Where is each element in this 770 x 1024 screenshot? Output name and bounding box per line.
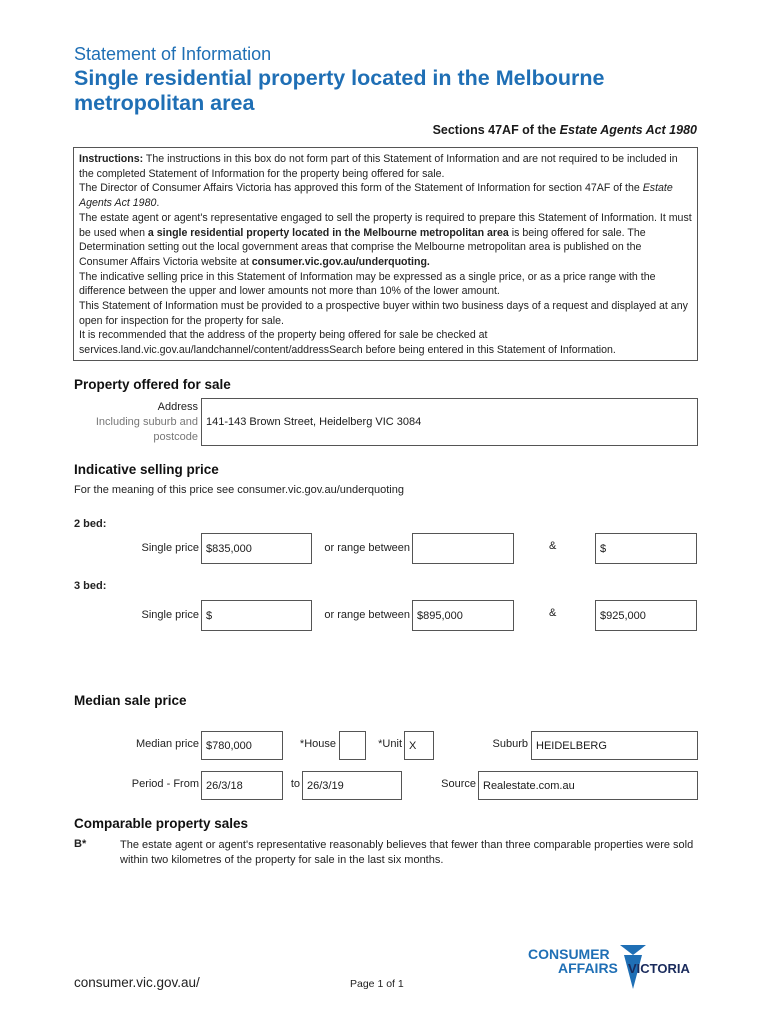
consumer-affairs-victoria-logo — [528, 943, 708, 993]
suburb-label: Suburb — [492, 738, 528, 750]
instructions-label: Instructions: — [79, 153, 144, 165]
address-label-2: Including suburb and — [95, 416, 198, 428]
sections-reference — [433, 123, 697, 137]
instructions-p3c: is being offered for sale. The Determination setting out the local government areas that comprise the Melbourne metropolitan area is published on the Consumer Affairs Victoria website at — [79, 226, 646, 268]
page-number: Page 1 of 1 — [350, 978, 404, 990]
instructions-p3d: consumer.vic.gov.au/underquoting. — [251, 255, 430, 268]
period-to-label: to — [290, 778, 300, 790]
bed2-label: 2 bed: — [74, 518, 107, 530]
bed2-single-field[interactable] — [201, 533, 312, 564]
bed3-amp: & — [549, 607, 557, 619]
bed2-range-high-field[interactable] — [595, 533, 697, 564]
unit-field[interactable] — [404, 731, 434, 760]
instructions-p3a: The estate agent or agent's representative engaged to sell the property is required to prepare this Statement of Information. It must be used when — [79, 211, 692, 239]
property-heading: Property offered for sale — [74, 377, 231, 392]
logo-line3: VICTORIA — [628, 961, 690, 976]
address-field[interactable] — [201, 398, 698, 446]
unit-label: *Unit — [378, 738, 402, 750]
instructions-p6: It is recommended that the address of the property being offered for sale be checked at services.land.vic.gov.au/landchannel/content/addressSearch before being entered in this Statement of Information. — [79, 329, 616, 357]
bed2-range-low-field[interactable] — [412, 533, 514, 564]
bed3-single-field[interactable] — [201, 600, 312, 631]
period-to-value: 26/3/19 — [307, 779, 344, 792]
sections-act: Estate Agents Act 1980 — [559, 123, 697, 137]
period-to-field[interactable] — [302, 771, 402, 800]
suburb-value: HEIDELBERG — [536, 739, 607, 752]
source-value: Realestate.com.au — [483, 779, 575, 792]
bed3-range-high-value: $925,000 — [600, 609, 646, 622]
bed3-range-high-field[interactable] — [595, 600, 697, 631]
instructions-box — [73, 147, 698, 361]
comparable-heading: Comparable property sales — [74, 816, 249, 831]
address-label-3: postcode — [153, 431, 198, 443]
address-label — [80, 400, 198, 445]
sections-prefix: Sections 47AF of the — [432, 123, 560, 137]
unit-value: X — [409, 739, 417, 752]
page-title: Single residential property located in the Melbourne metropolitan area — [74, 66, 605, 115]
logo-line2: AFFAIRS — [558, 960, 618, 976]
instructions-p2a: The Director of Consumer Affairs Victoria has approved this form of the Statement of Information for section 47AF of the — [79, 182, 643, 195]
suburb-field[interactable] — [531, 731, 698, 760]
bed2-amp: & — [549, 540, 557, 552]
median-price-value: $780,000 — [206, 739, 252, 752]
bed3-range-low-value: $895,000 — [417, 609, 463, 622]
median-price-field[interactable] — [201, 731, 283, 760]
period-from-value: 26/3/18 — [206, 779, 243, 792]
logo-line1: CONSUMER — [528, 946, 610, 962]
period-from-field[interactable] — [201, 771, 283, 800]
median-heading: Median sale price — [74, 693, 187, 708]
house-field[interactable] — [339, 731, 366, 760]
instructions-p5: This Statement of Information must be provided to a prospective buyer within two business days of a request and displayed at any open for inspection for the property for sale. — [79, 300, 688, 327]
bed3-range-low-field[interactable] — [412, 600, 514, 631]
comparable-text: The estate agent or agent's representative reasonably believes that fewer than three comparable properties were sold within two kilometres of the property for sale in the last six months. — [120, 839, 694, 866]
indicative-heading: Indicative selling price — [74, 462, 219, 477]
indicative-note: For the meaning of this price see consumer.vic.gov.au/underquoting — [74, 484, 404, 496]
house-label: *House — [299, 738, 336, 750]
footer-url: consumer.vic.gov.au/ — [74, 975, 200, 990]
comparable-option: B* — [74, 838, 87, 850]
instructions-p2b: Estate Agents Act 1980 — [79, 182, 673, 210]
bed2-range-label: or range between — [324, 542, 410, 554]
address-label-1: Address — [157, 401, 198, 413]
source-field[interactable] — [478, 771, 698, 800]
median-price-label: Median price — [136, 738, 199, 750]
bed3-single-value: $ — [206, 609, 213, 622]
instructions-p1: The instructions in this box do not form part of this Statement of Information and are not required to be included in the completed Statement of Information for the property being offered for sale. — [79, 153, 678, 180]
instructions-p2c: . — [156, 197, 160, 210]
instructions-p3b: a single residential property located in the Melbourne metropolitan area — [147, 226, 509, 239]
logo-triangle-top — [620, 945, 646, 955]
bed2-single-value: $835,000 — [206, 542, 252, 555]
form-kicker: Statement of Information — [74, 44, 272, 64]
bed3-single-label: Single price — [141, 609, 199, 621]
source-label: Source — [441, 778, 476, 790]
bed2-range-high-value: $ — [600, 542, 607, 555]
bed3-range-label: or range between — [324, 609, 410, 621]
address-value: 141-143 Brown Street, Heidelberg VIC 3084 — [206, 416, 422, 428]
bed2-single-label: Single price — [141, 542, 199, 554]
bed3-label: 3 bed: — [74, 580, 107, 592]
instructions-p4: The indicative selling price in this Statement of Information may be expressed as a single price, or as a price range with the difference between the upper and lower amounts not more than 10% of the lower amount. — [79, 270, 656, 298]
period-from-label: Period - From — [131, 778, 199, 790]
